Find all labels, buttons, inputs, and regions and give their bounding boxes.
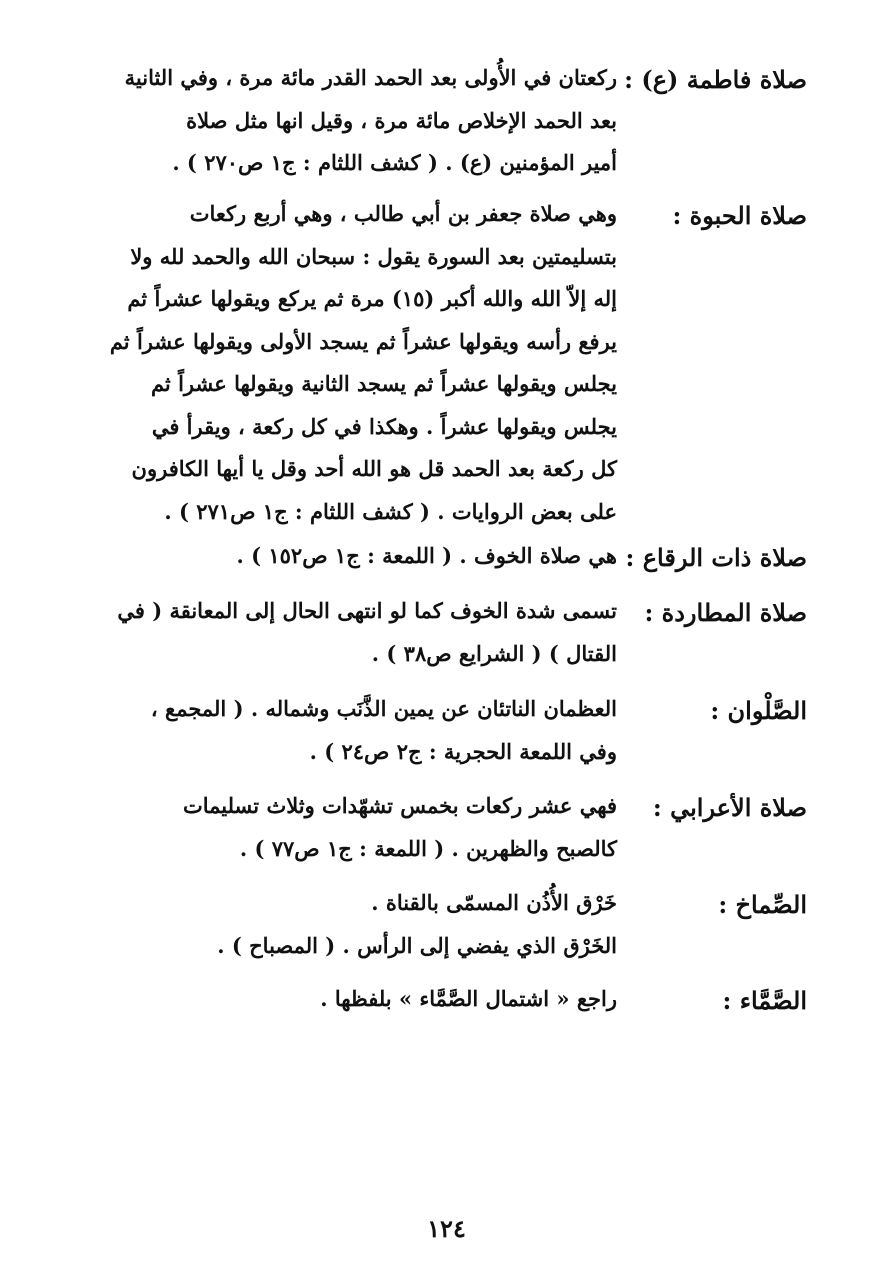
definition-line: العظمان الناتئان عن يمين الذَّنَب وشماله . ( المجمع ، bbox=[150, 696, 617, 721]
entry-term: صلاة الأعرابي : bbox=[652, 793, 807, 822]
entry-definition bbox=[89, 57, 617, 185]
definition-line: على بعض الروايات . ( كشف اللثام : ج١ ص٢٧١ ) . bbox=[164, 498, 617, 524]
definition-line: يجلس ويقولها عشراً ثم يسجد الثانية ويقولها عشراً ثم bbox=[150, 371, 617, 396]
page-number: ١٢٤ bbox=[427, 1214, 466, 1243]
entry-term: صلاة فاطمة (ع) : bbox=[624, 65, 807, 94]
definition-line: أمير المؤمنين (ع) . ( كشف اللثام : ج١ ص٢٧٠ ) . bbox=[172, 150, 617, 175]
entry-term: صلاة الحبوة : bbox=[672, 201, 807, 230]
entry-salat-fatima bbox=[85, 57, 807, 185]
definition-line: يرفع رأسه ويقولها عشراً ثم يسجد الأولى ويقولها عشراً ثم bbox=[109, 328, 617, 354]
definition-line: فهي عشر ركعات بخمس تشهّدات وثلاث تسليمات bbox=[182, 793, 617, 818]
definition-line: بتسليمتين بعد السورة يقول : سبحان الله والحمد لله ولا bbox=[130, 243, 617, 269]
definition-line: القتال ) ( الشرايع ص٣٨ ) . bbox=[371, 640, 617, 666]
definition-line: إله إلاّ الله والله أكبر (١٥) مرة ثم يركع ويقولها عشراً ثم bbox=[127, 286, 617, 311]
definition-line: خَرْق الأُذُن المسمّى بالقناة . bbox=[371, 890, 617, 915]
entry-al-simakh bbox=[85, 882, 807, 967]
entry-al-samma bbox=[85, 978, 807, 1024]
entry-definition bbox=[89, 688, 617, 773]
entry-term: الصَّمَّاء : bbox=[722, 986, 807, 1015]
definition-line: كل ركعة بعد الحمد قل هو الله أحد وقل يا أيها الكافرون bbox=[131, 456, 617, 481]
definition-line: تسمى شدة الخوف كما لو انتهى الحال إلى المعانقة ( في bbox=[117, 598, 617, 623]
entry-salat-al-arabi bbox=[85, 785, 807, 870]
entry-salat-al-habwa bbox=[85, 193, 807, 533]
entry-definition bbox=[89, 535, 617, 581]
entry-term: صلاة المطاردة : bbox=[644, 598, 807, 627]
entry-definition bbox=[89, 882, 617, 967]
definition-line: بعد الحمد الإخلاص مائة مرة ، وقيل انها مثل صلاة bbox=[186, 107, 617, 133]
entry-definition bbox=[89, 978, 617, 1024]
entry-definition bbox=[89, 193, 617, 533]
definition-line: كالصبح والظهرين . ( اللمعة : ج١ ص٧٧ ) . bbox=[239, 835, 617, 861]
entry-term: صلاة ذات الرقاع : bbox=[625, 543, 807, 572]
entry-salat-dhat-al-riqa bbox=[85, 535, 807, 581]
definition-line: راجع « اشتمال الصَّمَّاء » بلفظها . bbox=[320, 986, 617, 1011]
definition-line: وهي صلاة جعفر بن أبي طالب ، وهي أربع ركعات bbox=[189, 201, 617, 226]
entry-definition bbox=[89, 785, 617, 870]
entry-term: الصِّماخ : bbox=[718, 890, 807, 919]
entry-term: الصَّلْوان : bbox=[710, 696, 807, 725]
definition-line: الخَرْق الذي يفضي إلى الرأس . ( المصباح ) . bbox=[217, 932, 617, 958]
definition-line: يجلس ويقولها عشراً . وهكذا في كل ركعة ، ويقرأ في bbox=[151, 413, 617, 439]
definition-line: وفي اللمعة الحجرية : ج٢ ص٢٤ ) . bbox=[309, 738, 617, 764]
entry-salat-al-mutarada bbox=[85, 590, 807, 675]
entry-definition bbox=[89, 590, 617, 675]
definition-line: هي صلاة الخوف . ( اللمعة : ج١ ص١٥٢ ) . bbox=[236, 543, 617, 568]
entry-al-salwan bbox=[85, 688, 807, 773]
definition-line: ركعتان في الأُولى بعد الحمد القدر مائة مرة ، وفي الثانية bbox=[124, 65, 617, 90]
